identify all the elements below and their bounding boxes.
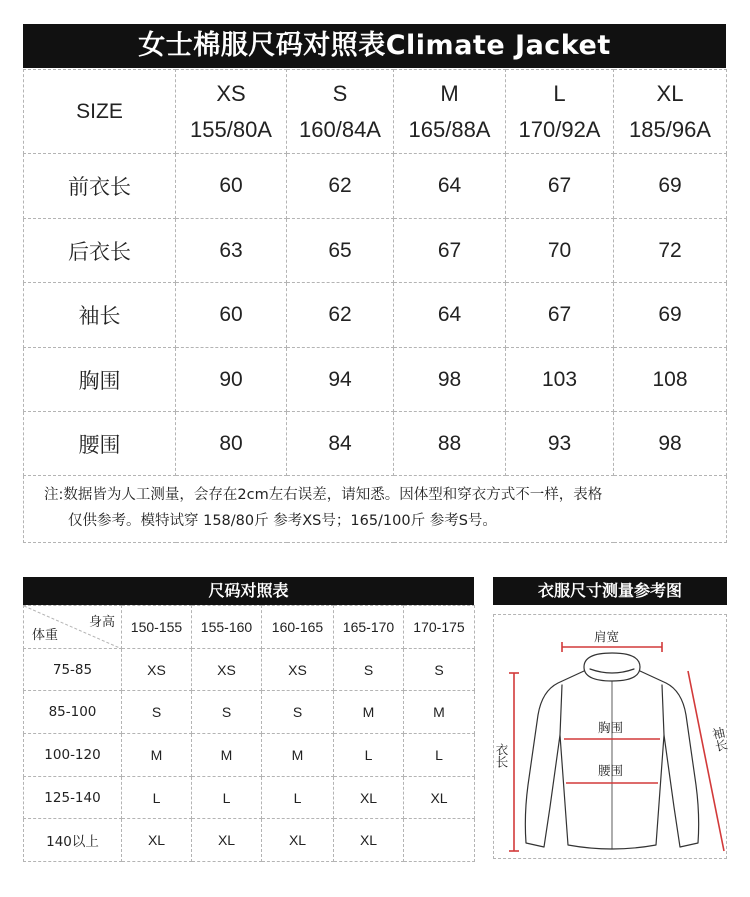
size-label: SIZE bbox=[24, 70, 176, 154]
size-code: L bbox=[553, 80, 566, 106]
size-chest: 165/88A bbox=[408, 116, 491, 142]
table-cell bbox=[404, 819, 475, 862]
measurement-row-back-length bbox=[24, 219, 727, 283]
table-cell: 67 bbox=[506, 283, 614, 348]
size-column-xl bbox=[614, 70, 727, 154]
table-cell: S bbox=[262, 691, 334, 734]
table-cell: XL bbox=[334, 777, 404, 819]
table-cell: 70 bbox=[506, 219, 614, 283]
table-cell: L bbox=[192, 777, 262, 819]
size-chest: 160/84A bbox=[299, 116, 381, 142]
chest-label: 胸围 bbox=[598, 720, 624, 735]
length-label: 衣长 bbox=[494, 743, 509, 768]
table-cell: 67 bbox=[506, 154, 614, 219]
table-cell: S bbox=[192, 691, 262, 734]
row-label: 袖长 bbox=[24, 283, 176, 348]
size-code: S bbox=[332, 80, 348, 106]
garment-diagram-title: 衣服尺寸测量参考图 bbox=[493, 577, 727, 605]
table-cell: 84 bbox=[287, 412, 394, 476]
measurement-row-sleeve-length bbox=[24, 283, 727, 348]
height-header: 155-160 bbox=[192, 606, 262, 649]
table-cell: XL bbox=[122, 819, 192, 862]
size-code: M bbox=[440, 80, 459, 106]
row-label: 后衣长 bbox=[24, 219, 176, 283]
table-cell: 72 bbox=[614, 219, 727, 283]
table-cell: XL bbox=[262, 819, 334, 862]
weight-label: 85-100 bbox=[24, 691, 122, 734]
weight-label: 125-140 bbox=[24, 777, 122, 819]
height-header-row bbox=[24, 606, 475, 649]
weight-row bbox=[24, 777, 475, 819]
table-cell: 90 bbox=[176, 348, 287, 412]
table-cell: 60 bbox=[176, 154, 287, 219]
main-table-title: 女士棉服尺码对照表Climate Jacket bbox=[23, 24, 726, 68]
size-column-l bbox=[506, 70, 614, 154]
table-cell: S bbox=[404, 649, 475, 691]
size-chest: 185/96A bbox=[629, 116, 711, 142]
table-cell: M bbox=[334, 691, 404, 734]
main-size-table bbox=[23, 69, 727, 543]
table-cell: 88 bbox=[394, 412, 506, 476]
table-cell: XS bbox=[262, 649, 334, 691]
table-cell: 93 bbox=[506, 412, 614, 476]
table-cell: L bbox=[262, 777, 334, 819]
weight-height-table-title: 尺码对照表 bbox=[23, 577, 474, 605]
table-cell: 60 bbox=[176, 283, 287, 348]
garment-measurement-diagram bbox=[493, 614, 730, 859]
weight-row bbox=[24, 649, 475, 691]
waist-label: 腰围 bbox=[598, 763, 624, 778]
table-cell: 69 bbox=[614, 283, 727, 348]
weight-label: 100-120 bbox=[24, 734, 122, 777]
size-header-row bbox=[24, 70, 727, 154]
table-cell: L bbox=[404, 734, 475, 777]
table-cell: 62 bbox=[287, 283, 394, 348]
size-column-xs bbox=[176, 70, 287, 154]
table-cell: S bbox=[122, 691, 192, 734]
table-cell: 65 bbox=[287, 219, 394, 283]
weight-row bbox=[24, 819, 475, 862]
height-header: 165-170 bbox=[334, 606, 404, 649]
table-cell: M bbox=[122, 734, 192, 777]
table-cell: M bbox=[404, 691, 475, 734]
row-label: 胸围 bbox=[24, 348, 176, 412]
corner-cell bbox=[24, 606, 122, 649]
weight-row bbox=[24, 734, 475, 777]
corner-height-label: 身高 bbox=[88, 614, 115, 629]
height-header: 160-165 bbox=[262, 606, 334, 649]
table-cell: 63 bbox=[176, 219, 287, 283]
table-cell: 62 bbox=[287, 154, 394, 219]
jacket-outline-icon bbox=[494, 615, 728, 860]
table-cell: XL bbox=[192, 819, 262, 862]
weight-row bbox=[24, 691, 475, 734]
shoulder-label: 肩宽 bbox=[594, 629, 620, 644]
size-chest: 155/80A bbox=[190, 116, 272, 142]
table-cell: 103 bbox=[506, 348, 614, 412]
table-cell: XS bbox=[192, 649, 262, 691]
table-cell: XS bbox=[122, 649, 192, 691]
corner-weight-label: 体重 bbox=[32, 627, 59, 642]
table-cell: 67 bbox=[394, 219, 506, 283]
measurement-row-waist bbox=[24, 412, 727, 476]
row-label: 腰围 bbox=[24, 412, 176, 476]
table-cell: 80 bbox=[176, 412, 287, 476]
note-line-2: 仅供参考。模特试穿 158/80斤 参考XS号；165/100斤 参考S号。 bbox=[68, 513, 497, 529]
weight-height-table bbox=[23, 605, 475, 862]
weight-label: 75-85 bbox=[24, 649, 122, 691]
row-label: 前衣长 bbox=[24, 154, 176, 219]
table-cell: S bbox=[334, 649, 404, 691]
table-cell: 94 bbox=[287, 348, 394, 412]
size-column-m bbox=[394, 70, 506, 154]
measurement-row-chest bbox=[24, 348, 727, 412]
table-cell: 64 bbox=[394, 154, 506, 219]
weight-label: 140以上 bbox=[24, 819, 122, 862]
table-cell: M bbox=[192, 734, 262, 777]
sleeve-label: 袖长 bbox=[709, 725, 730, 753]
measurement-note bbox=[24, 476, 727, 543]
table-cell: L bbox=[334, 734, 404, 777]
table-cell: M bbox=[262, 734, 334, 777]
size-code: XL bbox=[656, 80, 684, 106]
height-header: 150-155 bbox=[122, 606, 192, 649]
note-row bbox=[24, 476, 727, 543]
table-cell: XL bbox=[404, 777, 475, 819]
height-header: 170-175 bbox=[404, 606, 475, 649]
size-column-s bbox=[287, 70, 394, 154]
table-cell: L bbox=[122, 777, 192, 819]
size-code: XS bbox=[216, 80, 246, 106]
note-line-1: 注:数据皆为人工测量，会存在2cm左右误差，请知悉。因体型和穿衣方式不一样，表格 bbox=[44, 487, 603, 503]
measurement-row-front-length bbox=[24, 154, 727, 219]
table-cell: 69 bbox=[614, 154, 727, 219]
table-cell: 108 bbox=[614, 348, 727, 412]
table-cell: 64 bbox=[394, 283, 506, 348]
size-chest: 170/92A bbox=[518, 116, 601, 142]
table-cell: 98 bbox=[614, 412, 727, 476]
table-cell: XL bbox=[334, 819, 404, 862]
table-cell: 98 bbox=[394, 348, 506, 412]
